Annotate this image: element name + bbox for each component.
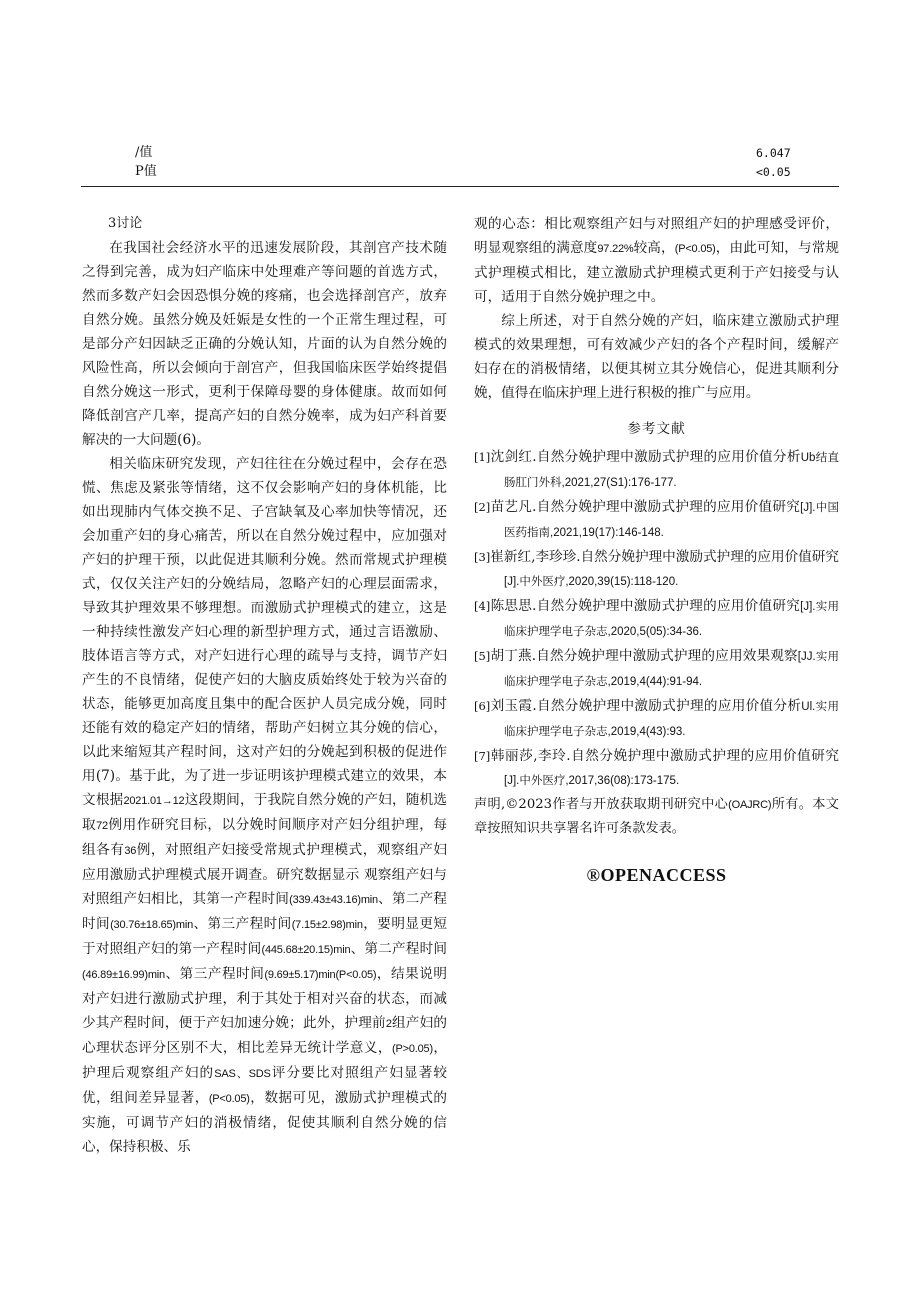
table-row-label: /值 (135, 145, 153, 160)
references-list (474, 445, 839, 793)
reference-item: [4]陈思思.自然分娩护理中激励式护理的应用价值研究[J].实用临床护理学电子杂志,2020,5(05):34-36. (474, 598, 839, 638)
table-row-value: <0.05 (756, 165, 791, 179)
table-row (81, 163, 839, 181)
table-row-label: P值 (135, 164, 157, 179)
discussion-paragraph-3: 观的心态：相比观察组产妇与对照组产妇的护理感受评价，明显观察组的满意度97.22%较高，(P<0.05)，由此可知，与常规式护理模式相比，建立激励式护理模式更利于产妇接受与认可，适用于自然分娩护理之中。 (474, 216, 840, 305)
reference-item: [1]沈剑红.自然分娩护理中激励式护理的应用价值分析Ub结直肠肛门外科,2021,27(S1):176-177. (474, 449, 839, 489)
discussion-paragraph-2: 相关临床研究发现，产妇往往在分娩过程中，会存在恐慌、焦虑及紧张等情绪，这不仅会影响产妇的身体机能，比如出现肺内气体交换不足、子宫缺氧及心率加快等情况，还会加重产妇的身心痛苦，所以在自然分娩过程中，应加强对产妇的护理干预，以此促进其顺利分娩。然而常规式护理模式，仅仅关注产妇的分娩结局，忽略产妇的心理层面需求，导致其护理效果不够理想。而激励式护理模式的建立，这是一种持续性激发产妇心理的新型护理方式，通过言语激励、肢体语言等方式，对产妇进行心理的疏导与支持，调节产妇产生的不良情绪，促使产妇的大脑皮质始终处于较为兴奋的状态，能够更加高度且集中的配合医护人员完成分娩，同时还能有效的稳定产妇的情绪，帮助产妇树立其分娩的信心，以此来缩短其产程时间，这对产妇的分娩起到积极的促进作用(7)。基于此，为了进一步证明该护理模式建立的效果，本文根据2021.01→12这段期间，于我院自然分娩的产妇，随机选取72例用作研究目标，以分娩时间顺序对产妇分组护理，每组各有36例，对照组产妇接受常规式护理模式，观察组产妇应用激励式护理模式展开调查。研究数据显示 观察组产妇与对照组产妇相比，其第一产程时间(339.43±43.16)min、第二产程时间(30.76±18.65)min、第三产程时间(7.15±2.98)min，要明显更短于对照组产妇的第一产程时间(445.68±20.15)min、第二产程时间(46.89±16.99)min、第三产程时间(9.69±5.17)min(P<0.05)，结果说明对产妇进行激励式护理，利于其处于相对兴奋的状态，而减少其产程时间，便于产妇加速分娩；此外，护理前2组产妇的心理状态评分区别不大，相比差异无统计学意义，(P>0.05)，护理后观察组产妇的SAS、SDS评分要比对照组产妇显著较优，组间差异显著，(P<0.05)，数据可见，激励式护理模式的实施，可调节产妇的消极情绪，促使其顺利自然分娩的信心，保持积极、乐 (82, 456, 448, 1155)
references-title: 参考文献 (627, 421, 686, 437)
reference-item: [3]崔新红,李珍珍.自然分娩护理中激励式护理的应用价值研究[J].中外医疗,2020,39(15):118-120. (474, 549, 839, 588)
discussion-paragraph-1: 在我国社会经济水平的迅速发展阶段，其剖宫产技术随之得到完善，成为妇产临床中处理难产等问题的首选方式，然而多数产妇会因恐惧分娩的疼痛，也会选择剖宫产，放弃自然分娩。虽然分娩及妊娠是女性的一个正常生理过程，可是部分产妇因缺乏正确的分娩认知，片面的认为自然分娩的风险性高，所以会倾向于剖宫产，但我国临床医学始终提倡自然分娩这一形式，更利于保障母婴的身体健康。故而如何降低剖宫产几率，提高产妇的自然分娩率，成为妇产科首要解决的一大问题(6)。 (82, 240, 447, 448)
reference-item: [6]刘玉霞.自然分娩护理中激励式护理的应用价值分析Ul.实用临床护理学电子杂志,2019,4(43):93. (474, 698, 839, 738)
reference-item: [7]韩丽莎,李玲.自然分娩护理中激励式护理的应用价值研究[J].中外医疗,2017,36(08):173-175. (474, 748, 839, 787)
table-row-value: 6.047 (756, 146, 791, 160)
right-column (474, 212, 839, 887)
open-access-logo: ®OPENACCESS (586, 865, 727, 885)
conclusion-paragraph: 综上所述，对于自然分娩的产妇，临床建立激励式护理模式的效果理想，可有效减少产妇的各个产程时间，缓解产妇存在的消极情绪，以便其树立其分娩信心，促进其顺利分娩，值得在临床护理上进行积极的推广与应用。 (474, 313, 839, 401)
copyright-statement: 声明,©2023作者与开放获取期刊研究中心(OAJRC)所有。本文章按照知识共享署名许可条款发表。 (474, 797, 839, 836)
results-table-tail (81, 144, 839, 187)
reference-item: [5]胡丁燕.自然分娩护理中激励式护理的应用效果观察[JJ.实用临床护理学电子杂志,2019,4(44):91-94. (474, 648, 839, 688)
reference-item: [2]苗艺凡.自然分娩护理中激励式护理的应用价值研究[J].中国医药指南,2021,19(17):146-148. (474, 499, 839, 539)
left-column (82, 212, 447, 1159)
table-row (81, 144, 839, 162)
section-heading: 3讨论 (108, 216, 143, 231)
